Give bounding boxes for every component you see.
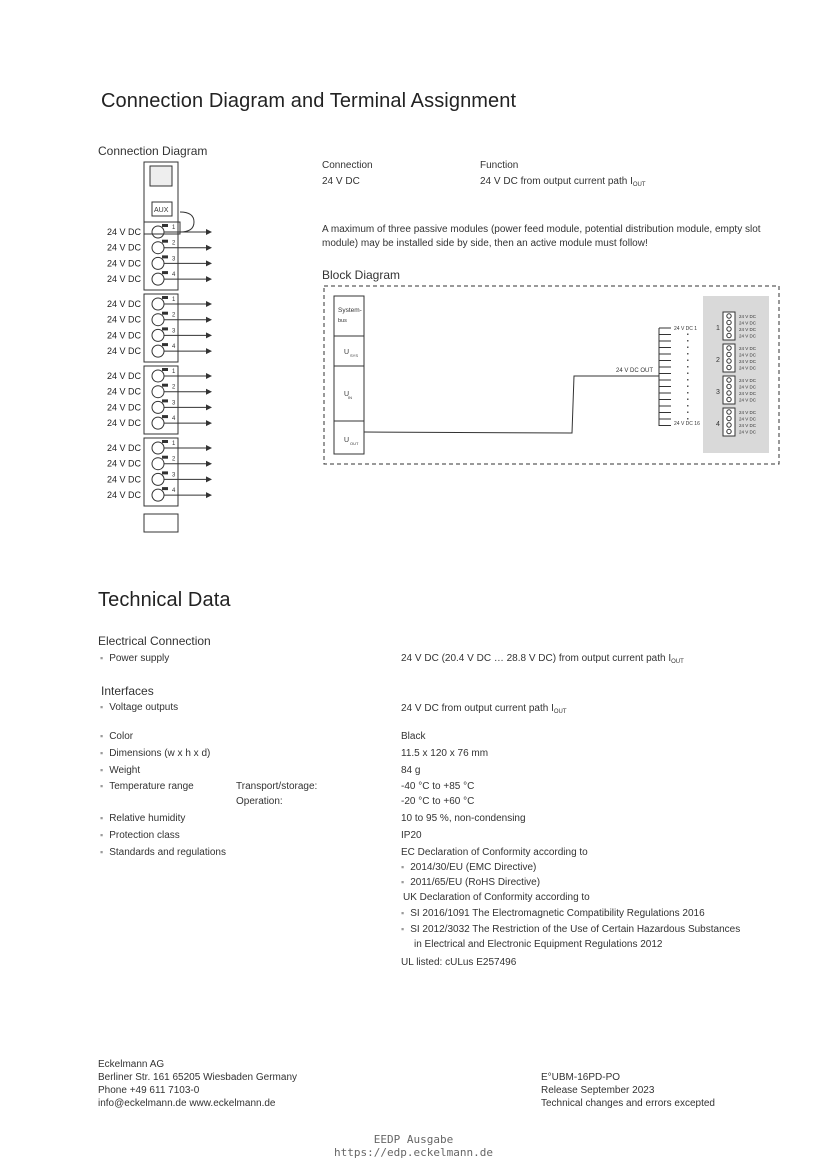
terminal-screw xyxy=(152,257,164,269)
terminal-label: 24 V DC xyxy=(739,327,757,332)
pin-arrow xyxy=(206,229,212,235)
watermark-line-2: https://edp.eckelmann.de xyxy=(334,1146,493,1159)
uk-item: ▪ SI 2012/3032 The Restriction of the Use of Certain Hazardous Substances xyxy=(401,924,741,935)
terminal-label: 24 V DC xyxy=(739,359,757,364)
terminal-screw xyxy=(152,401,164,413)
terminal-label: 24 V DC xyxy=(739,346,757,351)
terminal-screw xyxy=(152,314,164,326)
terminal-label: 24 V DC xyxy=(739,365,757,371)
footer-company-block xyxy=(98,1058,297,1110)
voltage-outputs-value: 24 V DC from output current path $I_{OUT}$ xyxy=(401,703,567,715)
power-supply-value: 24 V DC (20.4 V DC … 28.8 V DC) from output current path $I_{OUT}$ xyxy=(401,653,684,665)
terminal-marker xyxy=(162,312,168,315)
pin-voltage-label: 24 V DC xyxy=(107,371,142,381)
footer-company: Eckelmann AG xyxy=(98,1059,165,1070)
pin-number: 1 xyxy=(172,225,176,231)
terminal-marker xyxy=(162,440,168,443)
function-cell: 24 V DC from output current path $I_{OUT}$ xyxy=(480,176,646,188)
terminal-marker xyxy=(162,296,168,299)
pin-arrow xyxy=(206,476,212,482)
temperature-label: ▪ Temperature range xyxy=(100,781,194,792)
pin-arrow xyxy=(206,492,212,498)
pin-arrow xyxy=(206,445,212,451)
electrical-heading: Electrical Connection xyxy=(98,634,211,648)
pin-number: 4 xyxy=(172,416,176,423)
color-value: Black xyxy=(401,731,426,742)
humidity-value: 10 to 95 %, non-condensing xyxy=(401,813,526,824)
pin-number: 3 xyxy=(172,256,176,263)
block-diagram xyxy=(322,284,782,469)
transport-label: Transport/storage: xyxy=(236,781,318,792)
terminal-marker xyxy=(162,415,168,418)
terminal-screw xyxy=(152,273,164,285)
out-dot xyxy=(687,399,689,401)
protection-label: ▪ Protection class xyxy=(100,830,180,841)
out-dot xyxy=(687,360,689,362)
pin-voltage-label: 24 V DC xyxy=(107,386,142,397)
terminal-screw xyxy=(152,329,164,341)
connection-header: Connection xyxy=(322,160,373,171)
out-dot xyxy=(687,366,689,368)
pin-voltage-label: 24 V DC xyxy=(107,314,142,325)
operation-label: Operation: xyxy=(236,796,283,807)
interfaces-heading: Interfaces xyxy=(101,684,154,698)
terminal-screw xyxy=(152,489,164,501)
terminal-label: 24 V DC xyxy=(739,391,757,396)
out-dot xyxy=(687,386,689,388)
block-diagram-heading: Block Diagram xyxy=(322,268,401,282)
terminal-label: 24 V DC xyxy=(739,416,757,422)
pin-voltage-label: 24 V DC xyxy=(107,330,142,341)
terminal-label: 24 V DC xyxy=(739,423,757,428)
ul-listed: UL listed: cULus E257496 xyxy=(401,957,517,968)
pin-voltage-label: 24 V DC xyxy=(107,458,142,469)
out-dot xyxy=(687,418,689,420)
terminal-marker xyxy=(162,327,168,330)
terminal-block xyxy=(723,376,735,404)
last-out-label: 24 V DC 16 xyxy=(674,421,700,427)
terminal-marker xyxy=(162,471,168,474)
pin-number: 2 xyxy=(172,240,176,247)
transport-value: -40 °C to +85 °C xyxy=(401,781,475,792)
block-uin-sub: IN xyxy=(348,395,352,400)
terminal-label: 24 V DC xyxy=(739,384,757,390)
function-header: Function xyxy=(480,160,519,171)
standards-label: ▪ Standards and regulations xyxy=(100,847,226,858)
pin-voltage-label: 24 V DC xyxy=(107,242,142,253)
terminal-marker xyxy=(162,240,168,243)
block-systembus-1: System- xyxy=(338,307,362,314)
pin-voltage-label: 24 V DC xyxy=(107,227,142,237)
footer-address: Berliner Str. 161 65205 Wiesbaden Germany xyxy=(98,1072,297,1083)
out-dot xyxy=(687,347,689,349)
out-lines xyxy=(659,328,689,426)
terminal-screw xyxy=(152,473,164,485)
connection-diagram xyxy=(100,160,220,535)
terminal-number: 2 xyxy=(716,357,720,364)
uk-declaration: UK Declaration of Conformity according to xyxy=(403,892,590,903)
pin-voltage-label: 24 V DC xyxy=(107,258,142,269)
footer-phone: Phone +49 611 7103-0 xyxy=(98,1085,200,1096)
pin-number: 3 xyxy=(172,328,176,335)
terminal-screw xyxy=(152,226,164,238)
ec-item: ▪ 2014/30/EU (EMC Directive) xyxy=(401,862,537,873)
terminal-marker xyxy=(162,255,168,258)
pin-number: 2 xyxy=(172,456,176,463)
terminal-screw xyxy=(152,370,164,382)
terminal-screw xyxy=(152,458,164,470)
terminal-block xyxy=(723,408,735,436)
pin-number: 4 xyxy=(172,344,176,351)
block-uin: U xyxy=(344,391,350,398)
protection-value: IP20 xyxy=(401,830,422,841)
color-label: ▪ Color xyxy=(100,731,134,742)
pin-voltage-label: 24 V DC xyxy=(107,443,142,453)
block-usys-sub: SYS xyxy=(350,353,359,358)
footer-release: Release September 2023 xyxy=(541,1085,655,1096)
block-usys: U xyxy=(344,349,350,356)
pin-number: 1 xyxy=(172,369,176,375)
pin-number: 1 xyxy=(172,441,176,447)
pin-arrow xyxy=(206,404,212,410)
terminal-label: 24 V DC xyxy=(739,378,757,383)
uk-item: ▪ SI 2016/1091 The Electromagnetic Compatibility Regulations 2016 xyxy=(401,908,705,919)
pin-groups xyxy=(107,222,212,506)
footer-web: info@eckelmann.de www.eckelmann.de xyxy=(98,1098,276,1109)
page-title: Connection Diagram and Terminal Assignment xyxy=(101,90,517,112)
pin-number: 1 xyxy=(172,297,176,303)
pin-arrow xyxy=(206,260,212,266)
pin-arrow xyxy=(206,332,212,338)
aux-label: AUX xyxy=(154,207,169,214)
dimensions-value: 11.5 x 120 x 76 mm xyxy=(401,748,489,759)
pin-number: 2 xyxy=(172,384,176,391)
dimensions-label: ▪ Dimensions (w x h x d) xyxy=(100,748,211,759)
terminal-screw xyxy=(152,386,164,398)
block-uout-sub: OUT xyxy=(350,441,359,446)
out-label: 24 V DC OUT xyxy=(616,368,654,374)
pin-voltage-label: 24 V DC xyxy=(107,490,142,501)
operation-value: -20 °C to +60 °C xyxy=(401,796,475,807)
terminal-screw xyxy=(152,417,164,429)
terminal-marker xyxy=(162,384,168,387)
installation-note: A maximum of three passive modules (power feed module, potential distribution module, empty slot module) may be installed side by side, then an active module must follow! xyxy=(322,224,761,249)
terminal-label: 24 V DC xyxy=(739,333,757,339)
terminal-screw xyxy=(152,298,164,310)
block-systembus-2: bus xyxy=(338,318,347,324)
terminal-screw xyxy=(152,442,164,454)
watermark-line-1: EEDP Ausgabe xyxy=(373,1133,454,1146)
pin-arrow xyxy=(206,301,212,307)
out-dot xyxy=(687,340,689,342)
connection-cell: 24 V DC xyxy=(322,176,360,187)
weight-label: ▪ Weight xyxy=(100,765,141,776)
pin-arrow xyxy=(206,420,212,426)
pin-arrow xyxy=(206,461,212,467)
terminal-block xyxy=(723,344,735,372)
terminal-marker xyxy=(162,399,168,402)
pin-voltage-label: 24 V DC xyxy=(107,299,142,309)
out-dot xyxy=(687,392,689,394)
weight-value: 84 g xyxy=(401,765,421,776)
pin-voltage-label: 24 V DC xyxy=(107,346,142,357)
out-dot xyxy=(687,334,689,336)
terminal-marker xyxy=(162,456,168,459)
terminal-marker xyxy=(162,224,168,227)
pin-number: 2 xyxy=(172,312,176,319)
ec-declaration: EC Declaration of Conformity according to xyxy=(401,847,588,858)
out-dot xyxy=(687,353,689,355)
pin-arrow xyxy=(206,389,212,395)
uk-item-continued: in Electrical and Electronic Equipment Regulations 2012 xyxy=(414,939,663,950)
terminal-label: 24 V DC xyxy=(739,410,757,415)
terminal-marker xyxy=(162,343,168,346)
pin-number: 4 xyxy=(172,272,176,279)
pin-voltage-label: 24 V DC xyxy=(107,274,142,285)
voltage-outputs-label: ▪ Voltage outputs xyxy=(100,702,179,713)
pin-voltage-label: 24 V DC xyxy=(107,418,142,429)
terminal-marker xyxy=(162,487,168,490)
footer-disclaimer: Technical changes and errors excepted xyxy=(541,1098,715,1109)
footer-product: E°UBM-16PD-PO xyxy=(541,1072,621,1083)
out-dot xyxy=(687,405,689,407)
terminal-screw xyxy=(152,242,164,254)
connection-diagram-heading: Connection Diagram xyxy=(98,144,208,158)
terminal-number: 3 xyxy=(716,389,720,396)
first-out-label: 24 V DC 1 xyxy=(674,326,698,332)
pin-voltage-label: 24 V DC xyxy=(107,402,142,413)
pin-number: 3 xyxy=(172,472,176,479)
terminal-label: 24 V DC xyxy=(739,320,757,326)
footer-product-block xyxy=(541,1071,715,1110)
terminal-label: 24 V DC xyxy=(739,352,757,358)
watermark xyxy=(0,1133,827,1159)
pin-arrow xyxy=(206,317,212,323)
terminal-number: 4 xyxy=(716,421,720,428)
block-uout: U xyxy=(344,437,350,444)
terminal-screw xyxy=(152,345,164,357)
out-dot xyxy=(687,412,689,414)
terminal-label: 24 V DC xyxy=(739,397,757,403)
power-supply-label: ▪ Power supply xyxy=(100,653,170,664)
pin-arrow xyxy=(206,348,212,354)
terminal-label: 24 V DC xyxy=(739,429,757,435)
terminal-label: 24 V DC xyxy=(739,314,757,319)
out-dot xyxy=(687,379,689,381)
terminal-number: 1 xyxy=(716,325,720,332)
pin-arrow xyxy=(206,245,212,251)
pin-number: 4 xyxy=(172,488,176,495)
terminal-block xyxy=(723,312,735,340)
terminal-marker xyxy=(162,271,168,274)
humidity-label: ▪ Relative humidity xyxy=(100,813,186,824)
out-dot xyxy=(687,373,689,375)
pin-voltage-label: 24 V DC xyxy=(107,474,142,485)
pin-arrow xyxy=(206,276,212,282)
technical-data-heading: Technical Data xyxy=(98,589,231,611)
pin-arrow xyxy=(206,373,212,379)
terminal-marker xyxy=(162,368,168,371)
ec-item: ▪ 2011/65/EU (RoHS Directive) xyxy=(401,877,541,888)
pin-number: 3 xyxy=(172,400,176,407)
